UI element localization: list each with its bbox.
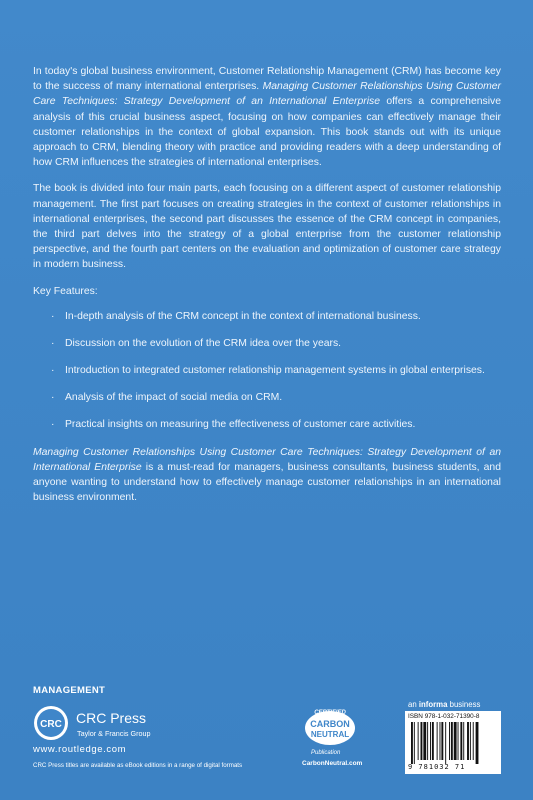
list-item: · In-depth analysis of the CRM concept in the context of international business. [51,310,421,322]
description-text [33,64,501,517]
list-item: · Discussion on the evolution of the CRM idea over the years. [51,337,342,349]
isbn-number: ISBN 978-1-032-71390-8 [408,713,480,720]
bullet-icon: · [51,391,55,403]
publisher-name: CRC Press [76,710,147,726]
list-item: · Practical insights on measuring the effectiveness of customer care activities. [51,418,416,430]
subject-category: MANAGEMENT [33,685,106,696]
book-title-closing: Managing Customer Relationships Using Customer Care Techniques: Strategy Development of an International Enterprise [33,446,501,474]
carbon-neutral-logo-icon [302,704,358,748]
bullet-icon: · [51,418,55,430]
svg-text:NEUTRAL: NEUTRAL [310,730,350,739]
barcode-digits: 9 781032 71 [408,763,466,771]
structure-paragraph: The book is divided into four main parts, each focusing on a different aspect of customer relationship management. The first part focuses on creating strategies in the context of customer relationships in international enterprises, the second part discusses the essence of the CRM concept in companies, the third part delves into the strategy of a global enterprise from the customer relationship perspective, and the fourth part centers on the evaluation and optimization of customer care strategy in modern business. [33,183,501,271]
list-item: · Analysis of the impact of social media on CRM. [51,391,283,403]
list-item: · Introduction to integrated customer relationship management systems in global enterprises. [51,364,485,376]
svg-text:CRC: CRC [40,719,62,730]
barcode-icon [411,722,495,764]
key-features-heading: Key Features: [33,285,98,297]
key-features-list [33,310,501,432]
intro-paragraph: In today's global business environment, Customer Relationship Management (CRM) has become key to the success of many international enterprises. Managing Customer Relationships Using Customer Care Techniques: Strategy Development of an International Enterprise offers a comprehensive analysis of this crucial business aspect, focusing on how companies can effectively manage their customer relationships in the context of global expansion. This book stands out with its unique approach to CRM, blending theory with practice and providing readers with a deep understanding of how CRM influences the strategies of international enterprises. [33,66,501,169]
bullet-icon: · [51,310,55,322]
carbon-website: CarbonNeutral.com [302,760,363,767]
carbon-publication-label: Publication [311,750,341,756]
bullet-icon: · [51,337,55,349]
closing-paragraph: Managing Customer Relationships Using Customer Care Techniques: Strategy Development of an International Enterprise is a must-read for managers, business consultants, business students, and anyone wanting to understand how to effectively manage customer relationships in an international business environment. [33,446,501,504]
bullet-icon: · [51,364,55,376]
ebook-note: CRC Press titles are available as eBook editions in a range of digital formats [33,762,243,769]
isbn-barcode [405,711,501,774]
publisher-group: Taylor & Francis Group [77,729,151,738]
crc-press-logo-icon [33,705,69,741]
publisher-website: www.routledge.com [33,744,127,755]
svg-text:CERTIFIED: CERTIFIED [314,710,346,716]
svg-text:CARBON: CARBON [310,719,350,729]
informa-business-label: an informa business [408,700,481,709]
book-title-inline: Managing Customer Relationships Using Customer Care Techniques: Strategy Development of an International Enterprise [33,81,501,108]
